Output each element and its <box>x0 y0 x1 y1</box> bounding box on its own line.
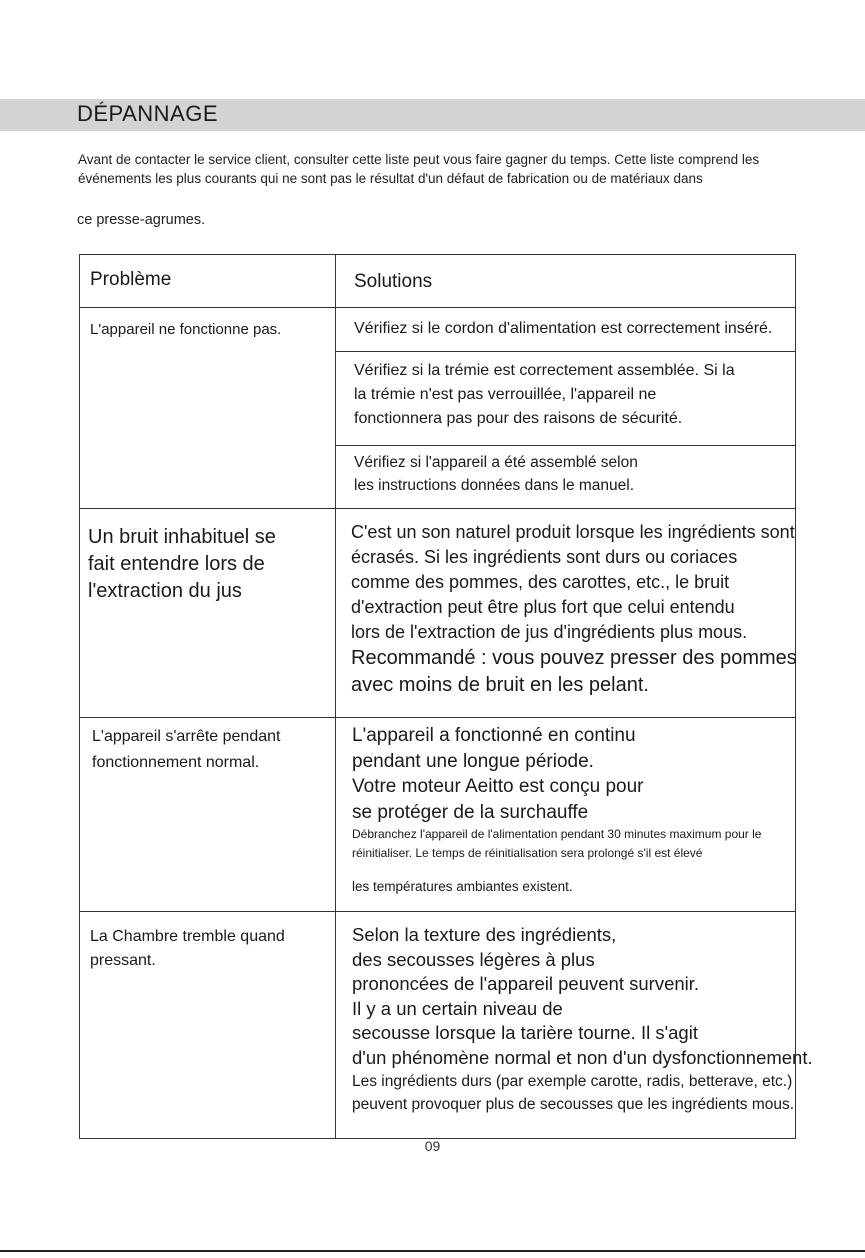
solution-text: pendant une longue période. <box>352 750 594 772</box>
solution-text: des secousses légères à plus <box>352 948 595 970</box>
solution-text: d'un phénomène normal et non d'un dysfonctionnement. <box>352 1046 813 1068</box>
solution-text: secousse lorsque la tarière tourne. Il s'agit <box>352 1022 698 1043</box>
solutions-cell <box>336 308 796 509</box>
solution-text: Votre moteur Aeitto est conçu pour <box>352 776 644 797</box>
table-row <box>80 308 796 509</box>
solutions-cell <box>336 718 796 912</box>
problem-line: L'appareil s'arrête pendant <box>92 728 281 745</box>
problem-text <box>80 509 335 605</box>
solution-text: Selon la texture des ingrédients, <box>352 924 617 945</box>
problem-line: l'extraction du jus <box>88 580 242 602</box>
problem-line: fonctionnement normal. <box>92 754 260 771</box>
header-problem-cell <box>80 255 336 308</box>
solution-item <box>336 446 795 508</box>
solution-text: L'appareil a fonctionné en continu <box>352 725 636 746</box>
solution-text: peuvent provoquer plus de secousses que les ingrédients mous. <box>352 1096 795 1113</box>
solutions-cell <box>336 509 796 718</box>
solution-text: fonctionnera pas pour des raisons de sécurité. <box>354 410 683 427</box>
solution-note: les températures ambiantes existent. <box>352 879 573 894</box>
solution-item <box>336 912 813 1116</box>
problem-cell <box>80 509 336 718</box>
solution-text: Vérifiez si le cordon d'alimentation est correctement inséré. <box>354 320 773 337</box>
solutions-cell <box>336 912 813 1139</box>
solution-item <box>336 509 795 699</box>
problem-cell <box>80 308 336 509</box>
solution-text: Vérifiez si l'appareil a été assemblé selon <box>354 454 638 471</box>
problem-line: fait entendre lors de <box>88 553 265 575</box>
problem-text <box>80 912 335 973</box>
solution-text: la trémie n'est pas verrouillée, l'appareil ne <box>354 386 657 403</box>
table-header-row <box>80 255 796 308</box>
solution-item <box>336 718 795 897</box>
section-title: DÉPANNAGE <box>77 101 219 126</box>
solution-text: lors de l'extraction de jus d'ingrédients plus mous. <box>351 622 748 642</box>
solution-text: Vérifiez si la trémie est correctement assemblée. Si la <box>354 362 735 379</box>
intro-line: événements les plus courants qui ne sont pas le résultat d'un défaut de fabrication ou de matériaux dans <box>78 171 703 186</box>
solution-text: avec moins de bruit en les pelant. <box>351 674 649 696</box>
intro-line: Avant de contacter le service client, consulter cette liste peut vous faire gagner du temps. Cette liste comprend les <box>78 152 760 167</box>
solution-text: Il y a un certain niveau de <box>352 997 563 1019</box>
problem-line: Un bruit inhabituel se <box>88 526 276 548</box>
troubleshooting-table <box>79 254 813 1139</box>
problem-line: La Chambre tremble quand <box>90 928 285 945</box>
solution-text: comme des pommes, des carottes, etc., le bruit <box>351 572 730 592</box>
table-row <box>80 912 796 1139</box>
solution-item <box>336 352 795 446</box>
problem-cell <box>80 718 336 912</box>
page-number: 09 <box>424 1138 441 1154</box>
solution-text: les instructions données dans le manuel. <box>354 477 635 494</box>
solution-text: prononcées de l'appareil peuvent survenir. <box>352 973 700 994</box>
solution-note: réinitialiser. Le temps de réinitialisation sera prolongé s'il est élevé <box>352 846 703 860</box>
intro-continuation: ce presse-agrumes. <box>77 212 206 228</box>
solution-text: écrasés. Si les ingrédients sont durs ou coriaces <box>351 547 738 567</box>
table-row <box>80 718 796 912</box>
problem-text: L'appareil ne fonctionne pas. <box>90 321 282 338</box>
header-solutions-cell <box>336 255 796 308</box>
solution-text: se protéger de la surchauffe <box>352 801 589 823</box>
header-solutions: Solutions <box>354 271 433 292</box>
header-problem: Problème <box>90 269 172 290</box>
solution-item <box>336 308 795 352</box>
solution-text: d'extraction peut être plus fort que celui entendu <box>351 597 735 617</box>
problem-line: pressant. <box>90 952 156 969</box>
solution-note: Débranchez l'appareil de l'alimentation pendant 30 minutes maximum pour le <box>352 827 762 841</box>
bottom-divider <box>0 1250 865 1252</box>
solution-text: C'est un son naturel produit lorsque les ingrédients sont <box>351 522 795 542</box>
intro-paragraph <box>78 150 848 188</box>
problem-cell <box>80 912 336 1139</box>
problem-text <box>80 718 335 776</box>
solution-text: Les ingrédients durs (par exemple carotte, radis, betterave, etc.) <box>352 1073 793 1090</box>
table-row <box>80 509 796 718</box>
solution-text: Recommandé : vous pouvez presser des pommes <box>351 647 797 669</box>
